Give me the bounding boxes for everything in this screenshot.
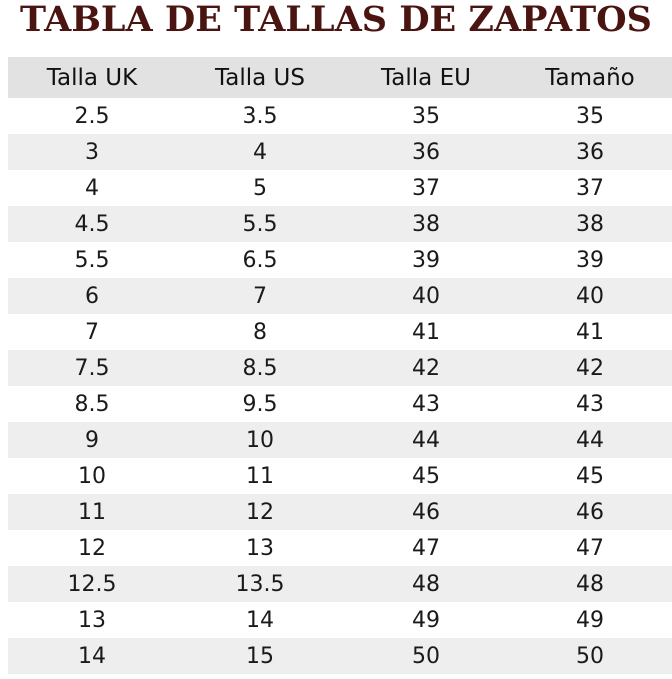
cell-talla-us: 9.5 <box>176 386 344 422</box>
cell-talla-us: 7 <box>176 278 344 314</box>
table-row <box>8 350 672 386</box>
header-talla-eu: Talla EU <box>344 57 508 98</box>
size-table <box>8 57 672 674</box>
cell-talla-eu: 50 <box>344 638 508 674</box>
cell-talla-us: 5.5 <box>176 206 344 242</box>
cell-talla-us: 13.5 <box>176 566 344 602</box>
cell-talla-uk: 12.5 <box>8 566 176 602</box>
cell-tamano: 41 <box>508 314 672 350</box>
table-row <box>8 566 672 602</box>
cell-talla-uk: 3 <box>8 134 176 170</box>
header-tamano: Tamaño <box>508 57 672 98</box>
table-row <box>8 206 672 242</box>
cell-talla-uk: 7.5 <box>8 350 176 386</box>
cell-tamano: 48 <box>508 566 672 602</box>
cell-talla-uk: 7 <box>8 314 176 350</box>
cell-talla-eu: 48 <box>344 566 508 602</box>
table-row <box>8 278 672 314</box>
header-row <box>8 57 672 98</box>
cell-talla-eu: 40 <box>344 278 508 314</box>
cell-talla-uk: 8.5 <box>8 386 176 422</box>
table-row <box>8 134 672 170</box>
cell-talla-uk: 6 <box>8 278 176 314</box>
cell-tamano: 47 <box>508 530 672 566</box>
cell-talla-eu: 49 <box>344 602 508 638</box>
cell-tamano: 39 <box>508 242 672 278</box>
cell-tamano: 44 <box>508 422 672 458</box>
cell-tamano: 40 <box>508 278 672 314</box>
cell-tamano: 46 <box>508 494 672 530</box>
cell-tamano: 38 <box>508 206 672 242</box>
cell-talla-us: 11 <box>176 458 344 494</box>
table-header <box>8 57 672 98</box>
cell-tamano: 49 <box>508 602 672 638</box>
cell-talla-us: 5 <box>176 170 344 206</box>
table-row <box>8 386 672 422</box>
cell-talla-uk: 4 <box>8 170 176 206</box>
cell-talla-us: 4 <box>176 134 344 170</box>
cell-talla-eu: 37 <box>344 170 508 206</box>
table-row <box>8 530 672 566</box>
cell-talla-us: 13 <box>176 530 344 566</box>
cell-talla-eu: 36 <box>344 134 508 170</box>
table-row <box>8 458 672 494</box>
cell-talla-eu: 42 <box>344 350 508 386</box>
cell-talla-uk: 13 <box>8 602 176 638</box>
table-row <box>8 242 672 278</box>
table-row <box>8 422 672 458</box>
cell-tamano: 37 <box>508 170 672 206</box>
cell-talla-us: 6.5 <box>176 242 344 278</box>
cell-talla-eu: 47 <box>344 530 508 566</box>
cell-talla-eu: 39 <box>344 242 508 278</box>
page-title: TABLA DE TALLAS DE ZAPATOS <box>20 0 652 40</box>
table-row <box>8 98 672 134</box>
cell-talla-us: 12 <box>176 494 344 530</box>
table-row <box>8 602 672 638</box>
table-row <box>8 494 672 530</box>
cell-talla-uk: 2.5 <box>8 98 176 134</box>
cell-tamano: 45 <box>508 458 672 494</box>
cell-talla-us: 14 <box>176 602 344 638</box>
cell-talla-eu: 44 <box>344 422 508 458</box>
cell-talla-us: 8 <box>176 314 344 350</box>
table-row <box>8 314 672 350</box>
cell-talla-uk: 11 <box>8 494 176 530</box>
cell-talla-eu: 38 <box>344 206 508 242</box>
cell-talla-eu: 41 <box>344 314 508 350</box>
cell-talla-us: 8.5 <box>176 350 344 386</box>
cell-talla-us: 10 <box>176 422 344 458</box>
cell-talla-uk: 5.5 <box>8 242 176 278</box>
cell-tamano: 35 <box>508 98 672 134</box>
cell-tamano: 43 <box>508 386 672 422</box>
cell-talla-uk: 9 <box>8 422 176 458</box>
cell-talla-uk: 14 <box>8 638 176 674</box>
header-talla-uk: Talla UK <box>8 57 176 98</box>
cell-talla-us: 15 <box>176 638 344 674</box>
cell-talla-eu: 35 <box>344 98 508 134</box>
cell-talla-eu: 43 <box>344 386 508 422</box>
cell-talla-eu: 46 <box>344 494 508 530</box>
table-body <box>8 98 672 674</box>
table-row <box>8 638 672 674</box>
size-chart <box>8 57 672 674</box>
table-row <box>8 170 672 206</box>
header-talla-us: Talla US <box>176 57 344 98</box>
cell-talla-us: 3.5 <box>176 98 344 134</box>
cell-talla-uk: 10 <box>8 458 176 494</box>
cell-talla-eu: 45 <box>344 458 508 494</box>
cell-tamano: 36 <box>508 134 672 170</box>
cell-tamano: 42 <box>508 350 672 386</box>
cell-talla-uk: 12 <box>8 530 176 566</box>
cell-talla-uk: 4.5 <box>8 206 176 242</box>
cell-tamano: 50 <box>508 638 672 674</box>
